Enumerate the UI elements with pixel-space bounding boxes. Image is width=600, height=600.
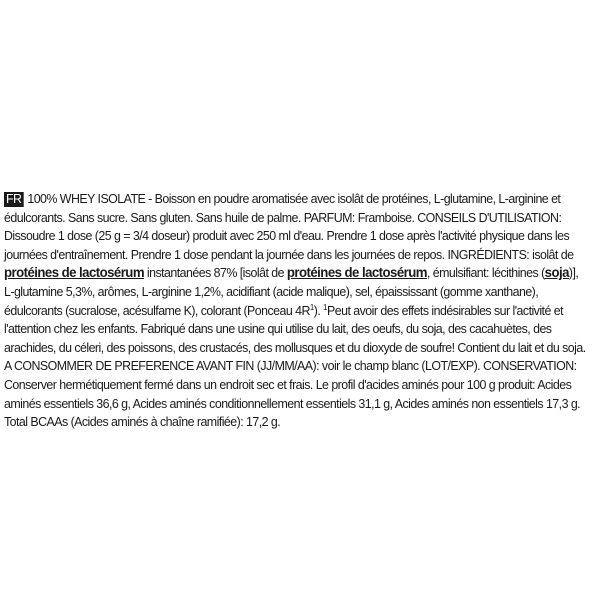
- label-text-segment: instantanées 87% [isolât de: [144, 266, 287, 281]
- allergen-soy: soja: [544, 265, 569, 281]
- footnote-marker: 1: [323, 302, 328, 312]
- label-text-segment: )], L-glutamine 5,3%, arômes, L-arginine 1,2%, acidifiant (acide malique), sel, épaississant (gomme xanthane), édulcorants (sucralose, acésulfame K), colorant (Ponceau 4R: [4, 266, 579, 318]
- label-text-segment: 100% WHEY ISOLATE - Boisson en poudre aromatisée avec isolât de protéines, L-glutamine, L-arginine et édulcorants. Sans sucre. Sans gluten. Sans huile de palme. PARFUM: Framboise. CONSEILS D'UTILISATION: Dissoudre 1 dose (25 g = 3/4 doseur) produit avec 250 ml d'eau. Prendre 1 dose après l'activité physique dans les journées d'entraînement. Prendre 1 dose pendant la journée dans les journées de repos. INGRÉDIENTS: isolât de: [4, 192, 574, 262]
- allergen-whey-protein: protéines de lactosérum: [286, 265, 427, 281]
- label-text-segment: , émulsifiant: lécithines (: [426, 266, 545, 281]
- allergen-whey-protein: protéines de lactosérum: [4, 265, 145, 281]
- footnote-marker: 1: [309, 302, 314, 312]
- label-text-segment: Peut avoir des effets indésirables sur l'activité et l'attention chez les enfants. Fabriqué dans une usine qui utilise du lait, des oeufs, du soja, des cacahuètes, des arachides, du céleri, des poissons, des crustacés, des mollusques et du dioxyde de soufre! Contient du lait et du soja. A CONSOMMER DE PREFERENCE AVANT FIN (JJ/MM/AA): voir le champ blanc (LOT/EXP). CONSERVATION: Conserver hermétiquement fermé dans un endroit sec et frais. Le profil d'acides aminés pour 100 g produit: Acides aminés essentiels 36,6 g, Acides aminés conditionnellement essentiels 31,1 g, Acides aminés non essentiels 17,3 g. Total BCAAs (Acides aminés à chaîne ramifiée): 17,2 g.: [4, 303, 586, 430]
- language-badge: FR: [5, 192, 22, 206]
- product-label-text: [4, 190, 587, 432]
- label-text-segment: ).: [313, 303, 324, 318]
